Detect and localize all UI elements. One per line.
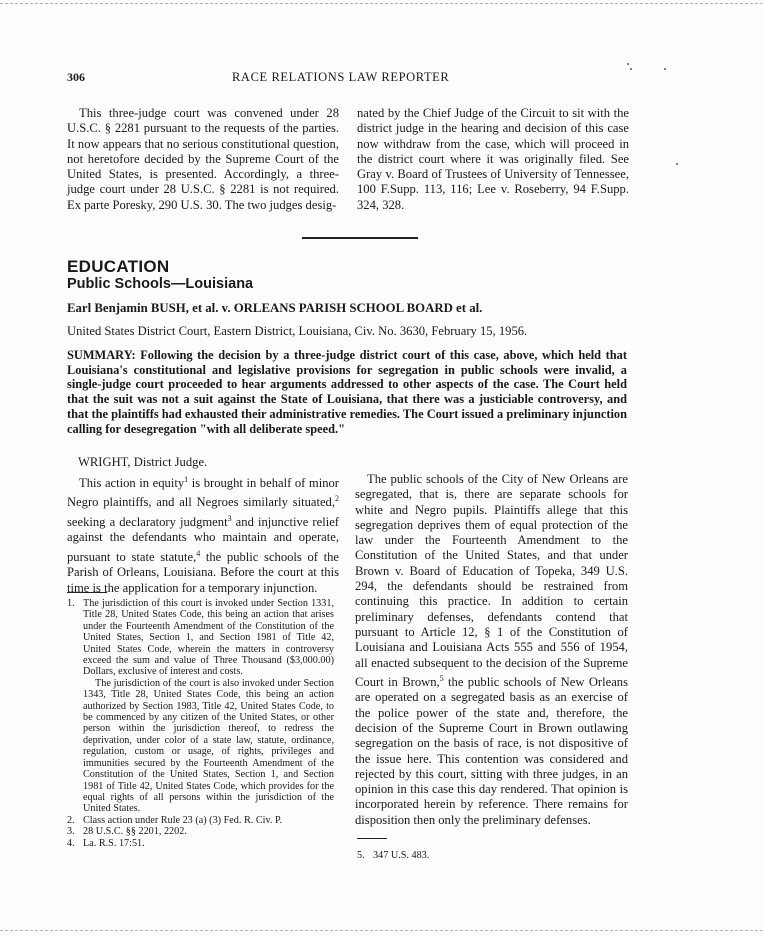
scan-speck (630, 68, 632, 70)
bottom-dashed-border (0, 930, 763, 931)
judge-name: WRIGHT, District Judge. (78, 455, 208, 469)
body-text: seeking a declaratory judgment (67, 515, 228, 530)
scan-speck (664, 68, 666, 70)
footnotes-right (357, 850, 624, 861)
body-left-paragraph (67, 472, 339, 596)
footnotes-left (67, 598, 334, 849)
page-number: 306 (67, 70, 85, 84)
footnote-text: Class action under Rule 23 (a) (3) Fed. R. Civ. P. (83, 814, 283, 826)
body-text: The public schools of the City of New Orleans are segregated, that is, there are separate schools for white and Negro pupils. Plaintiffs allege that this segregation deprives them of equal protection of the law under the Fourteenth Amendment to the Constitution of the United States, and that under Brown v. Board of Education of Topeka, 349 U.S. 294, the defendants should be restrained from continuing this practice. In addition to certain preliminary defenses, defendants contend that pursuant to Article 12, § 1 of the Constitution of Louisiana and Louisiana Acts 555 and 556 of 1954, all enacted subsequent to the decision of the Supreme Court in Brown, (355, 472, 628, 690)
body-text: This action in equity (79, 476, 185, 491)
running-title: RACE RELATIONS LAW REPORTER (232, 70, 450, 84)
top-right-paragraph (357, 106, 629, 213)
top-right-text: nated by the Chief Judge of the Circuit to sit with the district judge in the hearing and decision of this case now withdraw from the case, which will proceed in the district court where it was originally filed. See Gray v. Board of Trustees of University of Tennessee, 100 F.Supp. 113, 116; Lee v. Roseberry, 94 F.Supp. 324, 328. (357, 106, 629, 212)
section-title: EDUCATION (67, 257, 170, 276)
footnote-3 (67, 826, 334, 837)
section-divider (302, 237, 418, 239)
footnote-4 (67, 838, 334, 849)
body-text: the public schools of New Orleans are operated on a segregated basis as an exercise of the police power of the state and, therefore, the decision of the Supreme Court in Brown outlawing segregation on the basis of race, is not dispositive of the issue here. This contention was considered and rejected by this court, sitting with three judges, in an opinion in this case this day rendered. That opinion is incorporated herein by reference. There remains for disposition then only the preliminary defenses. (355, 675, 628, 827)
footnote-number: 3. (67, 826, 75, 838)
footnote-number: 4. (67, 837, 75, 849)
footnote-text: La. R.S. 17:51. (83, 837, 145, 849)
footnote-number: 2. (67, 814, 75, 826)
footnote-2 (67, 815, 334, 826)
scan-speck (627, 63, 629, 65)
scan-speck (676, 163, 678, 165)
body-left-column (67, 472, 339, 596)
footnote-ref: 5 (439, 673, 444, 683)
court-line: United States District Court, Eastern District, Louisiana, Civ. No. 3630, February 15, 1956. (67, 324, 528, 338)
footnote-rule-left (67, 592, 107, 593)
footnote-text: 28 U.S.C. §§ 2201, 2202. (83, 826, 187, 838)
footnote-ref: 2 (335, 494, 339, 504)
footnote-number: 1. (67, 598, 75, 609)
footnote-ref: 4 (196, 548, 201, 558)
footnote-rule-right (357, 838, 387, 839)
footnote-number: 5. (357, 850, 365, 861)
top-left-text: This three-judge court was convened under 28 U.S.C. § 2281 pursuant to the requests of the parties. It now appears that no serious constitutional question, not heretofore decided by the Supreme Court of the United States, is presented. Accordingly, a three-judge court under 28 U.S.C. § 2281 is not required. Ex parte Poresky, 290 U.S. 30. The two judges desig- (67, 106, 339, 212)
section-subtitle: Public Schools—Louisiana (67, 276, 254, 292)
body-right-paragraph (355, 472, 628, 828)
body-text: and injunctive relief against the defendants who maintain and operate, pursuant to state statute, (67, 515, 339, 564)
footnote-ref: 1 (184, 475, 189, 484)
top-dashed-border (0, 3, 763, 4)
footnote-1 (67, 598, 334, 815)
body-text: is brought in behalf of minor Negro plaintiffs, and all Negroes similarly situated, (67, 476, 339, 510)
footnote-text: 347 U.S. 483. (373, 850, 430, 861)
footnote-ref: 3 (227, 513, 232, 523)
footnote-5 (357, 850, 624, 861)
top-left-paragraph (67, 106, 339, 213)
body-right-column (355, 472, 628, 828)
summary: SUMMARY: Following the decision by a three-judge district court of this case, above, which held that Louisiana's constitutional and legislative provisions for segregation in public schools were invalid, a single-judge court proceeded to hear arguments addressed to other aspects of the case. The Court held that the suit was not a suit against the State of Louisiana, that there was a justiciable controversy, and that the plaintiffs had exhausted their administrative remedies. The Court issued a preliminary injunction calling for desegregation "with all deliberate speed." (67, 348, 627, 436)
footnote-text: The jurisdiction of the court is also invoked under Section 1343, Title 28, United States Code, this being an action authorized by Section 1983, Title 42, United States Code, to be commenced by any citizen of the United States, or other person within the jurisdiction thereof, to redress the deprivation, under color of a state law, statute, ordinance, regulation, custom or usage, of rights, privileges and immunities secured by the Fourteenth Amendment of the Constitution of the United States, Section 1, and Section 1981 of Title 42, United States Code, which provides for the equal rights of all persons within the jurisdiction of the United States. (83, 677, 334, 815)
body-text: the public schools of the Parish of Orleans, Louisiana. Before the court at this time is the application for a temporary injunction. (67, 549, 340, 595)
case-title: Earl Benjamin BUSH, et al. v. ORLEANS PARISH SCHOOL BOARD et al. (67, 301, 483, 315)
footnote-text: The jurisdiction of this court is invoked under Section 1331, Title 28, United States Code, this being an action that arises under the Fourteenth Amendment of the Constitution of the United States, Section 1, and Section 1981 of Title 42, United States Code, wherein the matters in controversy exceed the sum and value of Three Thousand ($3,000.00) Dollars, exclusive of interest and costs. (83, 598, 334, 678)
